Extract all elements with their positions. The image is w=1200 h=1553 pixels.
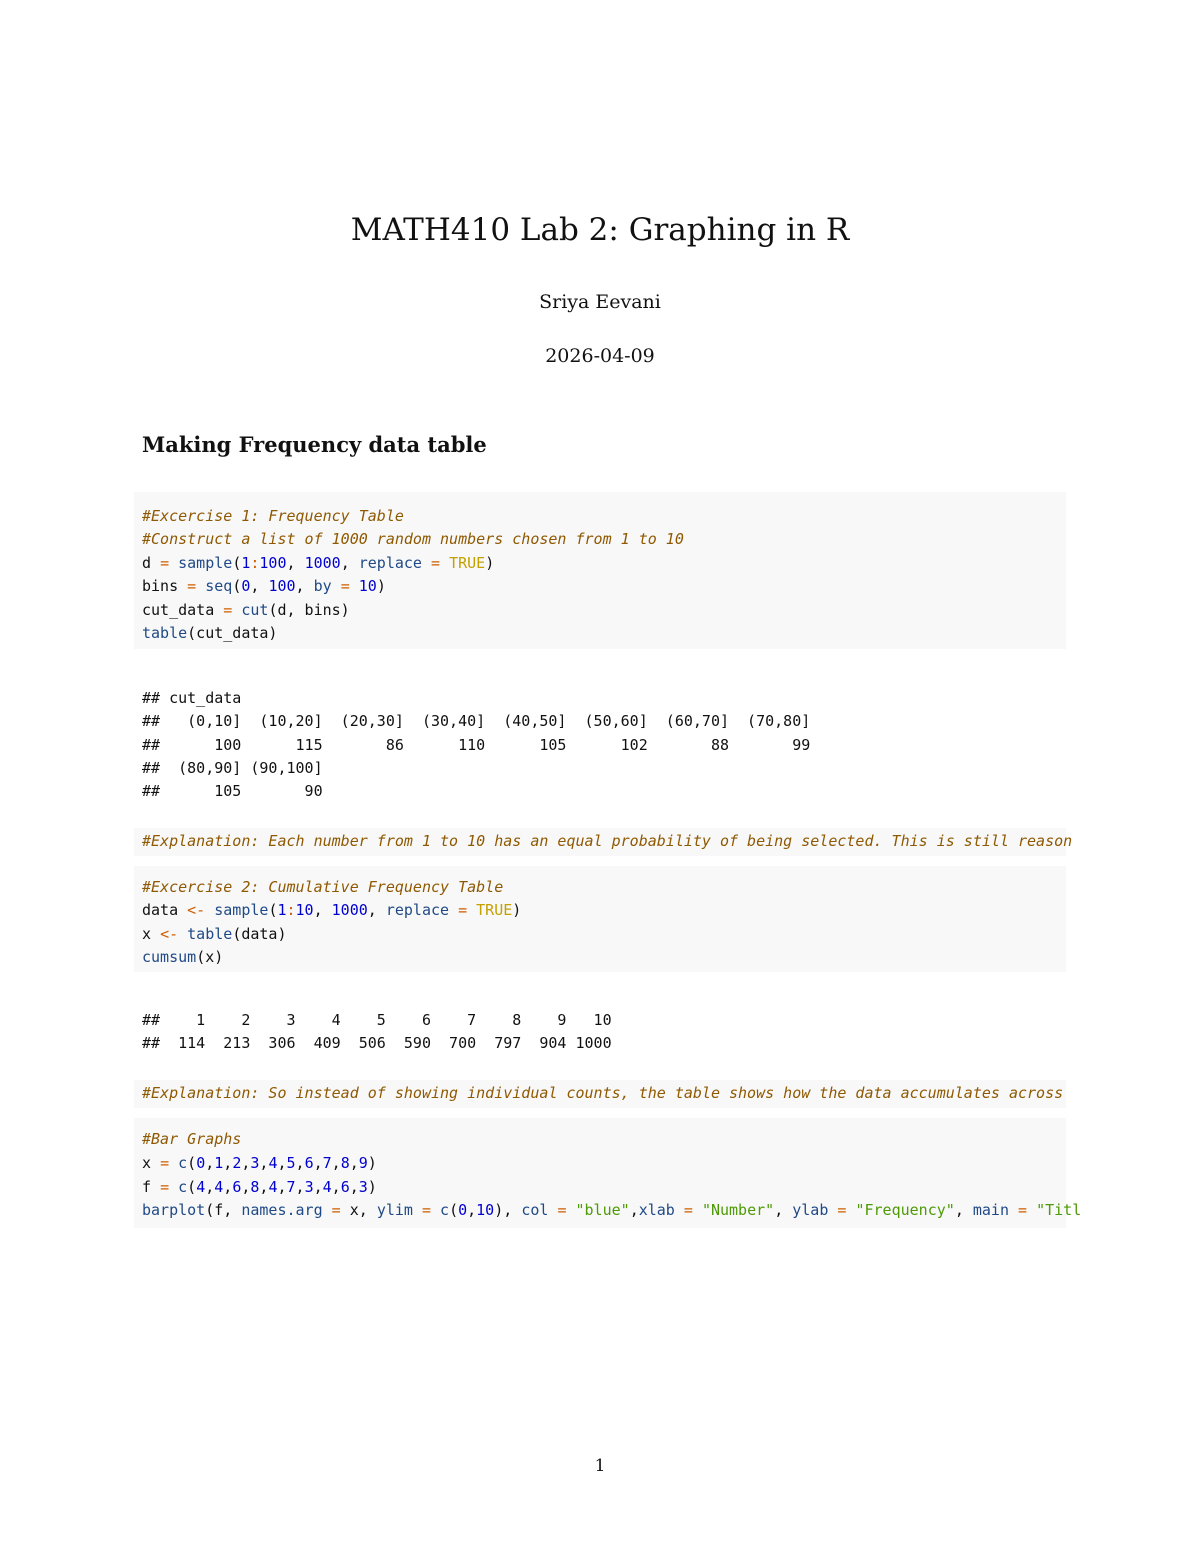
code-token [467, 901, 476, 919]
code-comment: #Explanation: So instead of showing individual counts, the table shows how the data accumulates across [142, 1084, 1064, 1102]
code-token: ) [485, 554, 495, 572]
code-function: cumsum [142, 948, 197, 966]
code-number: 7 [322, 1154, 332, 1172]
code-line [142, 622, 277, 645]
code-token: = [557, 1201, 567, 1219]
code-number: 4 [268, 1178, 278, 1196]
code-comment: #Bar Graphs [142, 1130, 242, 1148]
code-token: bins [142, 577, 188, 595]
section-heading: Making Frequency data table [142, 432, 487, 457]
code-token: , [331, 1178, 341, 1196]
code-token: , [259, 1178, 269, 1196]
code-argument: replace [358, 554, 422, 572]
code-number: 3 [250, 1154, 260, 1172]
code-number: 1000 [331, 901, 368, 919]
code-token: (cut_data) [187, 624, 278, 642]
code-line [142, 876, 503, 899]
code-token: = [331, 1201, 341, 1219]
output-line: ## (0,10] (10,20] (20,30] (30,40] (40,50] (50,60] (60,70] (70,80] [142, 712, 811, 730]
code-token: ( [187, 1178, 197, 1196]
output-line: ## cut_data [142, 689, 242, 707]
code-argument: replace [385, 901, 450, 919]
code-token: , [467, 1201, 477, 1219]
code-line [142, 899, 521, 922]
code-token: , [286, 554, 305, 572]
code-token: ( [449, 1201, 459, 1219]
code-token: = [160, 1178, 170, 1196]
code-number: 1 [241, 554, 251, 572]
code-number: 2 [232, 1154, 242, 1172]
code-comment: #Construct a list of 1000 random numbers chosen from 1 to 10 [142, 530, 684, 548]
code-line [142, 505, 404, 528]
code-token [169, 1178, 178, 1196]
code-number: 3 [304, 1178, 314, 1196]
code-function: table [187, 925, 233, 943]
code-number: 10 [476, 1201, 495, 1219]
code-token [566, 1201, 575, 1219]
code-token: (d, bins) [268, 601, 350, 619]
code-number: 6 [232, 1178, 242, 1196]
document-author: Sriya Eevani [539, 291, 661, 313]
code-token [413, 1201, 422, 1219]
code-token: = [340, 577, 350, 595]
code-token: (x) [196, 948, 224, 966]
code-argument: main [972, 1201, 1009, 1219]
code-token: d [142, 554, 161, 572]
code-token: , [241, 1178, 251, 1196]
code-function: table [142, 624, 188, 642]
code-line [142, 830, 1072, 853]
code-number: 5 [286, 1154, 296, 1172]
output-line: ## 100 115 86 110 105 102 88 99 [142, 736, 811, 754]
code-token [232, 601, 241, 619]
code-number: 1 [277, 901, 287, 919]
code-line [142, 946, 223, 969]
code-token: x [142, 925, 161, 943]
code-token: , [340, 554, 359, 572]
code-token: = [187, 577, 197, 595]
code-token: = [458, 901, 468, 919]
code-token: , [277, 1154, 287, 1172]
code-line [142, 1176, 377, 1199]
code-token: , [205, 1178, 215, 1196]
code-token: : [250, 554, 260, 572]
output-line: ## 1 2 3 4 5 6 7 8 9 10 [142, 1011, 612, 1029]
code-token: f [142, 1178, 161, 1196]
code-token: x [142, 1154, 161, 1172]
code-line [142, 528, 684, 551]
code-line [142, 552, 494, 575]
code-token [431, 1201, 440, 1219]
code-token [693, 1201, 702, 1219]
code-comment: #Explanation: Each number from 1 to 10 has an equal probability of being selected. This is still reason [142, 832, 1073, 850]
code-number: 4 [196, 1178, 206, 1196]
code-token [323, 1201, 332, 1219]
code-comment: #Excercise 1: Frequency Table [142, 507, 404, 525]
code-argument: col [521, 1201, 549, 1219]
code-line [142, 1082, 1063, 1105]
code-number: 4 [322, 1178, 332, 1196]
code-string: "blue" [575, 1201, 630, 1219]
code-token: = [837, 1201, 847, 1219]
code-token: <- [187, 901, 206, 919]
code-token: = [421, 1201, 431, 1219]
code-number: 9 [358, 1154, 368, 1172]
code-token: x, [340, 1201, 377, 1219]
code-token: , [349, 1154, 359, 1172]
code-token: ( [187, 1154, 197, 1172]
code-number: 3 [358, 1178, 368, 1196]
code-token [350, 577, 359, 595]
code-token: <- [160, 925, 179, 943]
code-token: , [241, 1154, 251, 1172]
code-argument: names.arg [241, 1201, 323, 1219]
code-line [142, 599, 350, 622]
code-token [1009, 1201, 1018, 1219]
code-function: c [440, 1201, 450, 1219]
code-argument: ylim [376, 1201, 413, 1219]
page-number: 1 [594, 1456, 606, 1476]
code-token [449, 901, 458, 919]
code-token: ( [268, 901, 278, 919]
code-number: 0 [241, 577, 251, 595]
code-line [142, 923, 287, 946]
code-number: 0 [458, 1201, 468, 1219]
document-title: MATH410 Lab 2: Graphing in R [350, 212, 850, 248]
code-keyword: TRUE [476, 901, 513, 919]
code-token: , [349, 1178, 359, 1196]
code-token: ( [232, 554, 242, 572]
code-number: 8 [250, 1178, 260, 1196]
code-token: , [223, 1154, 233, 1172]
code-string: "Frequency" [855, 1201, 955, 1219]
code-comment: #Excercise 2: Cumulative Frequency Table [142, 878, 504, 896]
code-token [178, 925, 187, 943]
code-string: "Titl [1036, 1201, 1082, 1219]
code-number: 10 [295, 901, 314, 919]
code-token: , [223, 1178, 233, 1196]
output-line: ## (80,90] (90,100] [142, 759, 323, 777]
code-token: ) [376, 577, 386, 595]
code-token [205, 901, 214, 919]
code-function: sample [178, 554, 233, 572]
code-number: 1 [214, 1154, 224, 1172]
output-line: ## 114 213 306 409 506 590 700 797 904 1000 [142, 1034, 612, 1052]
code-token: = [683, 1201, 693, 1219]
code-token: = [431, 554, 441, 572]
code-number: 1000 [304, 554, 341, 572]
code-token [1027, 1201, 1036, 1219]
code-token: data [142, 901, 188, 919]
code-token: : [286, 901, 296, 919]
code-token: ) [367, 1178, 377, 1196]
code-token: = [223, 601, 233, 619]
code-token: , [313, 1154, 323, 1172]
code-function: c [178, 1154, 188, 1172]
code-token: , [313, 901, 332, 919]
code-number: 8 [340, 1154, 350, 1172]
code-token [196, 577, 205, 595]
code-argument: ylab [792, 1201, 829, 1219]
code-token: ( [232, 577, 242, 595]
code-token [332, 577, 341, 595]
code-token: , [367, 901, 386, 919]
code-token: ) [367, 1154, 377, 1172]
code-argument: xlab [638, 1201, 675, 1219]
code-token: ), [494, 1201, 522, 1219]
code-token: = [160, 1154, 170, 1172]
code-line [142, 1128, 241, 1151]
code-token [440, 554, 449, 572]
code-token: cut_data [142, 601, 224, 619]
code-number: 100 [268, 577, 296, 595]
code-number: 0 [196, 1154, 206, 1172]
code-token: , [954, 1201, 973, 1219]
code-function: barplot [142, 1201, 206, 1219]
code-number: 4 [214, 1178, 224, 1196]
code-token: , [259, 1154, 269, 1172]
code-function: cut [241, 601, 269, 619]
code-token: = [1018, 1201, 1028, 1219]
code-function: c [178, 1178, 188, 1196]
code-token: (data) [232, 925, 287, 943]
output-line: ## 105 90 [142, 782, 323, 800]
code-token: , [774, 1201, 793, 1219]
code-token [169, 554, 178, 572]
code-token: , [629, 1201, 639, 1219]
code-number: 6 [304, 1154, 314, 1172]
code-line [142, 1152, 377, 1175]
code-function: seq [205, 577, 233, 595]
document-date: 2026-04-09 [545, 345, 655, 367]
code-token: (f, [205, 1201, 242, 1219]
code-token: = [160, 554, 170, 572]
code-number: 7 [286, 1178, 296, 1196]
code-token: , [295, 1178, 305, 1196]
code-number: 10 [358, 577, 377, 595]
code-token: , [313, 1178, 323, 1196]
code-token: , [295, 577, 314, 595]
code-string: "Number" [701, 1201, 775, 1219]
code-keyword: TRUE [449, 554, 486, 572]
code-number: 4 [268, 1154, 278, 1172]
code-number: 100 [259, 554, 287, 572]
code-token: , [331, 1154, 341, 1172]
code-line [142, 575, 386, 598]
code-token [169, 1154, 178, 1172]
code-function: sample [214, 901, 269, 919]
code-token [422, 554, 431, 572]
code-token: , [277, 1178, 287, 1196]
code-number: 6 [340, 1178, 350, 1196]
code-token: , [250, 577, 269, 595]
code-token [675, 1201, 684, 1219]
code-line [142, 1199, 1081, 1222]
code-token: , [295, 1154, 305, 1172]
code-argument: by [313, 577, 332, 595]
code-token: ) [512, 901, 522, 919]
code-token: , [205, 1154, 215, 1172]
